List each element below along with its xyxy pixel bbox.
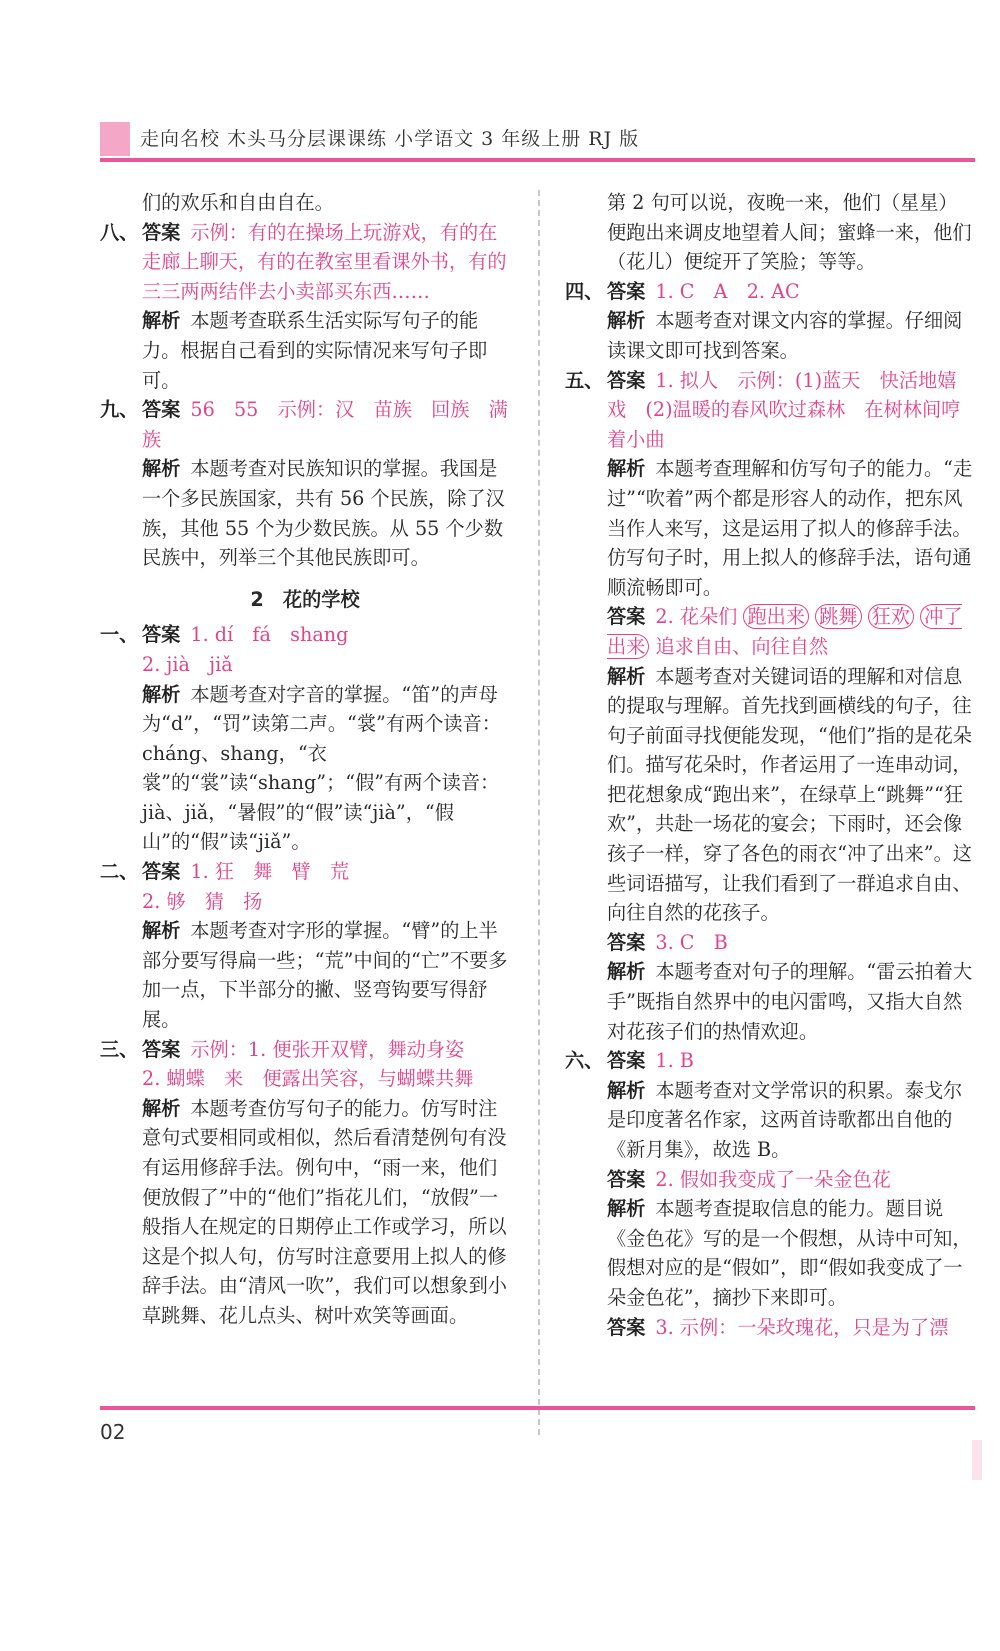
analysis-text: 本题考查对字音的掌握。“笛”的声母为“d”，“罚”读第二声。“裳”有两个读音：cháng、shang，“衣裳”的“裳”读“shang”；“假”有两个读音：jià、jiǎ，“暑假”的“假”读“jià”，“假山”的“假”读“jiǎ”。 (142, 682, 501, 854)
answer-text: 1. 狂 舞 臂 荒 (190, 860, 350, 884)
answer-text: 1. C A 2. AC (655, 279, 800, 303)
analysis-text: 本题考查仿写句子的能力。仿写时注意句式要相同或相似，然后看清楚例句有没有运用修辞手法。例句中，“雨一来，他们便放假了”中的“他们”指花儿们，“放假”一般指人在规定的日期停止工作或学习，所以这是个拟人句，仿写时注意要用上拟人的修辞手法。由“清风一吹”，我们可以想象到小草跳舞、花儿点头、树叶欢笑等画面。 (142, 1096, 507, 1327)
section-8 (100, 218, 510, 396)
answer-label-2: 答案 (607, 1167, 646, 1191)
section-1 (100, 620, 510, 857)
header-rule (100, 158, 975, 162)
answer-text-3: 3. 示例：一朵玫瑰花，只是为了漂 (655, 1315, 949, 1339)
analysis-label: 解析 (142, 682, 181, 706)
circled-word: 冲了出来 (607, 605, 963, 658)
left-column (100, 188, 510, 1331)
answer-label: 答案 (142, 398, 181, 422)
answer-label: 答案 (142, 623, 181, 647)
section-6 (565, 1046, 975, 1342)
answer-label: 答案 (142, 1037, 181, 1061)
column-divider (538, 190, 540, 1435)
analysis-text: 本题考查对字形的掌握。“臂”的上半部分要写得扁一些；“荒”中间的“亡”不要多加一点，下半部分的撇、竖弯钩要写得舒展。 (142, 919, 508, 1032)
answer-label: 答案 (142, 860, 181, 884)
lesson-title: 2 花的学校 (250, 587, 360, 611)
analysis-label-2: 解析 (607, 664, 646, 688)
answer-text: 1. B (655, 1049, 694, 1073)
section-number: 三、 (100, 1037, 139, 1061)
circled-word: 狂欢 (868, 604, 914, 629)
answer-label: 答案 (607, 368, 646, 392)
header-color-block (100, 122, 130, 156)
analysis-label: 解析 (607, 1078, 646, 1102)
answer-text-2: 2. 假如我变成了一朵金色花 (655, 1167, 891, 1191)
answer-text: 1. dí fá shang (190, 623, 349, 647)
edge-marker (972, 1440, 982, 1480)
right-column (565, 188, 975, 1342)
continued-text: 们的欢乐和自由自在。 (142, 191, 334, 214)
circled-word: 跑出来 (743, 604, 809, 629)
header-title: 走向名校 木头马分层课课练 小学语文 3 年级上册 RJ 版 (140, 128, 640, 150)
answer-label: 答案 (142, 220, 181, 244)
analysis-text-2: 本题考查提取信息的能力。题目说《金色花》写的是一个假想，从诗中可知，假想对应的是“假如”，即“假如我变成了一朵金色花”，摘抄下来即可。 (607, 1197, 972, 1309)
answer-text: 56 55 示例：汉 苗族 回族 满族 (142, 398, 508, 451)
answer-text-2a: 2. 花朵们 (655, 605, 738, 629)
answer-text: 1. 拟人 示例：(1)蓝天 快活地嬉戏 (2)温暖的春风吹过森林 在树林间哼着小曲 (607, 368, 961, 451)
analysis-text-3: 本题考查对句子的理解。“雷云拍着大手”既指自然界中的电闪雷鸣，又指大自然对花孩子们的热情欢迎。 (607, 960, 973, 1043)
answer-label: 答案 (607, 1049, 646, 1073)
answer-text-2: 2. jià jiǎ (142, 652, 233, 676)
analysis-label-2: 解析 (607, 1197, 646, 1221)
section-number: 四、 (565, 279, 604, 303)
section-3 (100, 1035, 510, 1331)
answer-text-2: 2. 蝴蝶 来 便露出笑容，与蝴蝶共舞 (142, 1067, 474, 1091)
section-number: 九、 (100, 398, 139, 422)
analysis-label: 解析 (607, 457, 646, 481)
answer-text-2b: 追求自由、向往自然 (655, 634, 829, 658)
section-5 (565, 366, 975, 1047)
analysis-text: 本题考查对文学常识的积累。泰戈尔是印度著名作家，这两首诗歌都出自他的《新月集》，故选 B。 (607, 1078, 963, 1161)
answer-text: 示例：1. 便张开双臂，舞动身姿 (190, 1037, 465, 1061)
analysis-text: 本题考查对课文内容的掌握。仔细阅读课文即可找到答案。 (607, 309, 963, 362)
analysis-label: 解析 (142, 919, 181, 943)
answer-label-2: 答案 (607, 605, 646, 629)
analysis-text: 本题考查联系生活实际写句子的能力。根据自己看到的实际情况来写句子即可。 (142, 309, 488, 392)
answer-text-3: 3. C B (655, 930, 728, 954)
answer-label-3: 答案 (607, 930, 646, 954)
analysis-text: 本题考查对民族知识的掌握。我国是一个多民族国家，共有 56 个民族，除了汉族，其他 55 个为少数民族。从 55 个少数民族中，列举三个其他民族即可。 (142, 457, 505, 570)
analysis-label: 解析 (607, 309, 646, 333)
continued-text: 第 2 句可以说，夜晚一来，他们（星星）便跑出来调皮地望着人间；蜜蜂一来，他们（花儿）便绽开了笑脸；等等。 (607, 191, 972, 274)
section-number: 五、 (565, 368, 604, 392)
section-9 (100, 395, 510, 573)
analysis-label: 解析 (142, 309, 181, 333)
analysis-label: 解析 (142, 1096, 181, 1120)
section-number: 二、 (100, 860, 139, 884)
section-4 (565, 277, 975, 366)
footer-rule (100, 1406, 975, 1410)
page-header (100, 118, 975, 162)
section-number: 六、 (565, 1049, 604, 1073)
analysis-text: 本题考查理解和仿写句子的能力。“走过”“吹着”两个都是形容人的动作，把东风当作人来写，这是运用了拟人的修辞手法。仿写句子时，用上拟人的修辞手法，语句通顺流畅即可。 (607, 457, 973, 599)
circled-word: 跳舞 (815, 604, 861, 629)
answer-text-2: 2. 够 猜 扬 (142, 889, 263, 913)
analysis-label: 解析 (142, 457, 181, 481)
section-number: 八、 (100, 220, 139, 244)
section-2 (100, 857, 510, 1035)
answer-label-3: 答案 (607, 1315, 646, 1339)
answer-text: 示例：有的在操场上玩游戏，有的在走廊上聊天，有的在教室里看课外书，有的三三两两结伴去小卖部买东西…… (142, 220, 507, 303)
analysis-text-2: 本题考查对关键词语的理解和对信息的提取与理解。首先找到画横线的句子，往句子前面寻找便能发现，“他们”指的是花朵们。描写花朵时，作者运用了一连串动词，把花想象成“跑出来”，在绿草上“跳舞”“狂欢”，共赴一场花的宴会；下雨时，还会像孩子一样，穿了各色的雨衣“冲了出来”。这些词语描写，让我们看到了一群追求自由、向往自然的花孩子。 (607, 664, 972, 925)
page-number: 02 (100, 1420, 126, 1444)
analysis-label-3: 解析 (607, 960, 646, 984)
answer-label: 答案 (607, 279, 646, 303)
section-number: 一、 (100, 623, 139, 647)
